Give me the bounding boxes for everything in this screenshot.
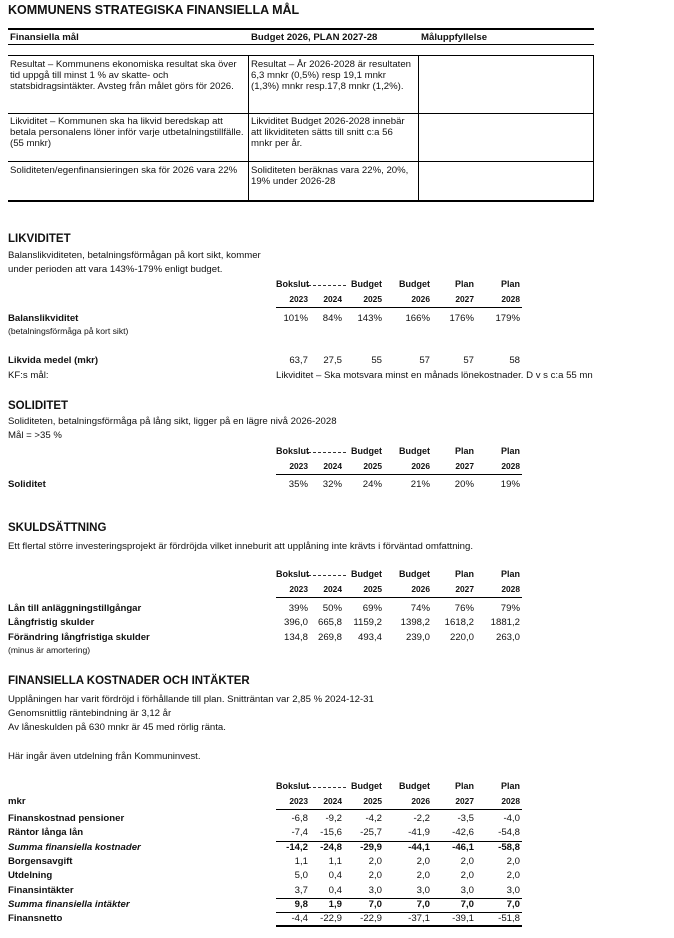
value-cell: 55	[371, 355, 382, 366]
col-header-year-5: 2028	[501, 461, 520, 471]
col-header-year-0: 2023	[289, 461, 308, 471]
col-header-year-2: 2025	[363, 584, 382, 594]
value-cell: 143%	[357, 313, 382, 324]
skuld-value-cell: 665,8	[317, 617, 342, 629]
value-cell: 24%	[362, 479, 382, 490]
ks-mal-label: KF:s mål:	[8, 370, 49, 381]
fin-value-cell: 1,1	[294, 855, 308, 867]
fin-value-cell: -4,4	[291, 913, 308, 925]
col-header-top-2: Budget	[351, 569, 382, 579]
skuld-value-cell: 220,0	[449, 631, 474, 643]
value-cell: 179%	[495, 313, 520, 324]
skuld-value-cell: 269,8	[317, 631, 342, 643]
balanslikviditet-label: Balanslikviditet	[8, 313, 79, 324]
fin-value-cell: 2,0	[460, 855, 474, 867]
col-header-year-4: 2027	[455, 584, 474, 594]
col-header-top-3: Budget	[399, 781, 430, 791]
budget-likviditet: Likviditet Budget 2026-2028 innebär att likviditeten sätts till snitt c:a 56 mnkr per år.	[251, 116, 405, 149]
fin-value-cell: 7,0	[460, 898, 474, 910]
fin-desc-3: Av låneskulden på 630 mnkr är 45 med rörlig ränta.	[8, 722, 226, 733]
col-header-top-2: Budget	[351, 279, 382, 289]
soliditet-label: Soliditet	[8, 479, 46, 490]
col-header-rule	[276, 597, 522, 598]
value-cell: 20%	[454, 479, 474, 490]
fin-value-cell: 2,0	[416, 870, 430, 882]
fin-value-cell: -46,1	[452, 841, 474, 853]
fin-value-cell: 3,0	[506, 884, 520, 896]
value-cell: 19%	[500, 479, 520, 490]
skuld-note: (minus är amortering)	[8, 645, 91, 655]
col-header-year-1: 2024	[323, 294, 342, 304]
fin-value-cell: 2,0	[506, 870, 520, 882]
fin-value-cell: 3,0	[416, 884, 430, 896]
col-header-bokslut: Bokslut	[276, 569, 310, 579]
page-title: KOMMUNENS STRATEGISKA FINANSIELLA MÅL	[8, 3, 300, 17]
col-header-year-5: 2028	[501, 584, 520, 594]
fin-value-cell: -6,8	[291, 813, 308, 824]
fin-row-label: Summa finansiella intäkter	[8, 898, 130, 910]
skuld-value-cell: 69%	[362, 603, 382, 614]
fin-value-cell: -4,2	[365, 813, 382, 824]
fin-value-cell: -7,4	[291, 827, 308, 839]
skuld-row-label: Lån till anläggningstillgångar	[8, 603, 142, 614]
fin-value-cell: 3,0	[460, 884, 474, 896]
col-header-top-4: Plan	[454, 781, 474, 791]
fin-value-cell: -14,2	[286, 841, 308, 853]
goals-header-fulfilment: Måluppfyllelse	[421, 32, 488, 43]
fin-value-cell: -22,9	[320, 913, 342, 925]
col-header-rule	[276, 307, 522, 308]
fin-row-label: Borgensavgift	[8, 855, 73, 867]
fin-value-cell: 2,0	[416, 855, 430, 867]
value-cell: 176%	[449, 313, 474, 324]
col-header-year-0: 2023	[289, 584, 308, 594]
skuld-heading: SKULDSÄTTNING	[8, 522, 107, 534]
fin-sum-rule	[276, 912, 522, 913]
fin-value-cell: -3,5	[457, 813, 474, 824]
skuld-row-label: Förändring långfristiga skulder	[8, 631, 150, 643]
col-header-top-2: Budget	[351, 446, 382, 456]
value-cell: 32%	[322, 479, 342, 490]
skuld-value-cell: 79%	[500, 603, 520, 614]
goal-resultat: Resultat – Kommunens ekonomiska resultat ska över tid uppgå till minst 1 % av skatte- och statsbidragsintäkter. Avsteg från målet görs för 2026.	[10, 59, 237, 92]
fin-value-cell: -58,8	[498, 841, 520, 853]
skuld-row-label: Långfristig skulder	[8, 617, 95, 629]
col-header-year-4: 2027	[455, 294, 474, 304]
skuld-value-cell: 263,0	[495, 631, 520, 643]
value-cell: 58	[509, 355, 520, 366]
col-header-year-2: 2025	[363, 294, 382, 304]
fin-value-cell: 2,0	[368, 855, 382, 867]
col-header-year-5: 2028	[501, 796, 520, 806]
soliditet-heading: SOLIDITET	[8, 400, 69, 412]
fin-desc-4: Här ingår även utdelning från Kommuninvest.	[8, 751, 201, 762]
col-header-year-0: 2023	[289, 294, 308, 304]
value-cell: 166%	[405, 313, 430, 324]
fin-value-cell: -4,0	[503, 813, 520, 824]
col-header-bokslut: Bokslut	[276, 279, 310, 289]
fin-row-label: Räntor långa lån	[8, 827, 84, 839]
balanslikviditet-sublabel: (betalningsförmåga på kort sikt)	[8, 326, 129, 336]
fin-value-cell: 7,0	[506, 898, 520, 910]
fin-value-cell: 7,0	[368, 898, 382, 910]
fin-value-cell: -24,8	[320, 841, 342, 853]
col-header-year-3: 2026	[411, 796, 430, 806]
fin-total-rule	[276, 925, 522, 927]
skuld-value-cell: 50%	[322, 603, 342, 614]
fin-value-cell: -39,1	[452, 913, 474, 925]
fin-value-cell: -29,9	[360, 841, 382, 853]
col-header-year-5: 2028	[501, 294, 520, 304]
col-header-year-2: 2025	[363, 796, 382, 806]
col-header-year-3: 2026	[411, 461, 430, 471]
col-header-top-3: Budget	[399, 446, 430, 456]
col-header-year-1: 2024	[323, 584, 342, 594]
goal-soliditet: Soliditeten/egenfinansieringen ska för 2026 vara 22%	[10, 165, 238, 176]
fin-row-label: Finanskostnad pensioner	[8, 813, 125, 824]
col-header-rule	[276, 809, 522, 810]
fin-value-cell: 2,0	[368, 870, 382, 882]
col-header-bokslut: Bokslut	[276, 781, 310, 791]
goals-header-goal: Finansiella mål	[10, 32, 79, 43]
col-header-year-3: 2026	[411, 294, 430, 304]
skuld-desc: Ett flertal större investeringsprojekt är fördröjda vilket inneburit att upplåning inte krävts i förväntad omfattning.	[8, 541, 473, 552]
col-header-year-0: 2023	[289, 796, 308, 806]
fin-value-cell: 3,0	[368, 884, 382, 896]
ks-mal-text: Likviditet – Ska motsvara minst en månads lönekostnader. D v s c:a 55 mn	[276, 370, 593, 381]
fin-value-cell: 0,4	[328, 884, 342, 896]
col-header-top-2: Budget	[351, 781, 382, 791]
fin-unit-label: mkr	[8, 796, 26, 807]
col-header-top-5: Plan	[500, 279, 520, 289]
col-header-year-1: 2024	[323, 796, 342, 806]
skuld-value-cell: 39%	[288, 603, 308, 614]
likvida-medel-label: Likvida medel (mkr)	[8, 355, 99, 366]
col-header-bokslut: Bokslut	[276, 446, 310, 456]
col-header-top-5: Plan	[500, 569, 520, 579]
fin-value-cell: -37,1	[408, 913, 430, 925]
likviditet-heading: LIKVIDITET	[8, 233, 71, 245]
skuld-value-cell: 239,0	[405, 631, 430, 643]
col-header-year-1: 2024	[323, 461, 342, 471]
fin-value-cell: 2,0	[506, 855, 520, 867]
col-header-year-4: 2027	[455, 796, 474, 806]
fin-value-cell: -2,2	[413, 813, 430, 824]
col-header-top-4: Plan	[454, 446, 474, 456]
budget-soliditet: Soliditeten beräknas vara 22%, 20%, 19% under 2026-28	[251, 165, 409, 187]
fin-value-cell: -42,6	[452, 827, 474, 839]
goals-header-budget: Budget 2026, PLAN 2027-28	[251, 32, 378, 43]
value-cell: 63,7	[289, 355, 308, 366]
skuld-value-cell: 396,0	[283, 617, 308, 629]
fin-value-cell: -44,1	[408, 841, 430, 853]
col-header-top-4: Plan	[454, 279, 474, 289]
fin-row-label: Utdelning	[8, 870, 53, 882]
col-header-top-3: Budget	[399, 279, 430, 289]
fin-value-cell: -15,6	[320, 827, 342, 839]
skuld-value-cell: 1618,2	[444, 617, 474, 629]
value-cell: 84%	[322, 313, 342, 324]
fin-value-cell: -51,8	[498, 913, 520, 925]
fin-row-label: Finansnetto	[8, 913, 63, 925]
skuld-value-cell: 76%	[454, 603, 474, 614]
value-cell: 27,5	[323, 355, 342, 366]
skuld-value-cell: 1398,2	[400, 617, 430, 629]
fin-desc-1: Upplåningen har varit fördröjd i förhållande till plan. Snitträntan var 2,85 % 2024-12-31	[8, 694, 374, 705]
soliditet-desc-2: Mål = >35 %	[8, 430, 62, 441]
value-cell: 57	[419, 355, 430, 366]
fin-value-cell: 1,9	[328, 898, 342, 910]
col-header-top-5: Plan	[500, 446, 520, 456]
fin-value-cell: 9,8	[294, 898, 308, 910]
fin-row-label: Summa finansiella kostnader	[8, 841, 141, 853]
fin-value-cell: -41,9	[408, 827, 430, 839]
fin-sum-rule	[276, 898, 522, 899]
goal-likviditet: Likviditet – Kommunen ska ha likvid beredskap att betala personalens löner inför varje utbetalningstillfälle. (55 mnkr)	[10, 116, 244, 149]
fin-sum-rule	[276, 841, 522, 842]
value-cell: 101%	[283, 313, 308, 324]
value-cell: 57	[463, 355, 474, 366]
likviditet-desc-2: under perioden att vara 143%-179% enligt budget.	[8, 264, 223, 275]
fin-value-cell: -22,9	[360, 913, 382, 925]
fin-value-cell: -9,2	[325, 813, 342, 824]
fin-value-cell: 1,1	[328, 855, 342, 867]
value-cell: 21%	[410, 479, 430, 490]
col-header-year-3: 2026	[411, 584, 430, 594]
soliditet-desc-1: Soliditeten, betalningsförmåga på lång sikt, ligger på en lägre nivå 2026-2028	[8, 416, 337, 427]
skuld-value-cell: 1881,2	[490, 617, 520, 629]
col-header-top-4: Plan	[454, 569, 474, 579]
fin-value-cell: 7,0	[416, 898, 430, 910]
fin-value-cell: -54,8	[498, 827, 520, 839]
col-header-rule	[276, 474, 522, 475]
fin-value-cell: 0,4	[328, 870, 342, 882]
skuld-value-cell: 493,4	[357, 631, 382, 643]
likviditet-desc-1: Balanslikviditeten, betalningsförmågan på kort sikt, kommer	[8, 250, 261, 261]
budget-resultat: Resultat – År 2026-2028 är resultaten 6,3 mnkr (0,5%) resp 19,1 mnkr (1,3%) mnkr resp.17,8 mnkr (1,2%).	[251, 59, 411, 92]
fin-heading: FINANSIELLA KOSTNADER OCH INTÄKTER	[8, 675, 250, 687]
fin-desc-2: Genomsnittlig räntebindning är 3,12 år	[8, 708, 172, 719]
skuld-value-cell: 74%	[410, 603, 430, 614]
value-cell: 35%	[288, 479, 308, 490]
fin-value-cell: 2,0	[460, 870, 474, 882]
col-header-year-2: 2025	[363, 461, 382, 471]
fin-value-cell: 5,0	[294, 870, 308, 882]
fin-value-cell: 3,7	[294, 884, 308, 896]
col-header-top-3: Budget	[399, 569, 430, 579]
fin-row-label: Finansintäkter	[8, 884, 74, 896]
skuld-value-cell: 134,8	[283, 631, 308, 643]
skuld-value-cell: 1159,2	[353, 617, 382, 629]
col-header-top-5: Plan	[500, 781, 520, 791]
col-header-year-4: 2027	[455, 461, 474, 471]
fin-value-cell: -25,7	[360, 827, 382, 839]
